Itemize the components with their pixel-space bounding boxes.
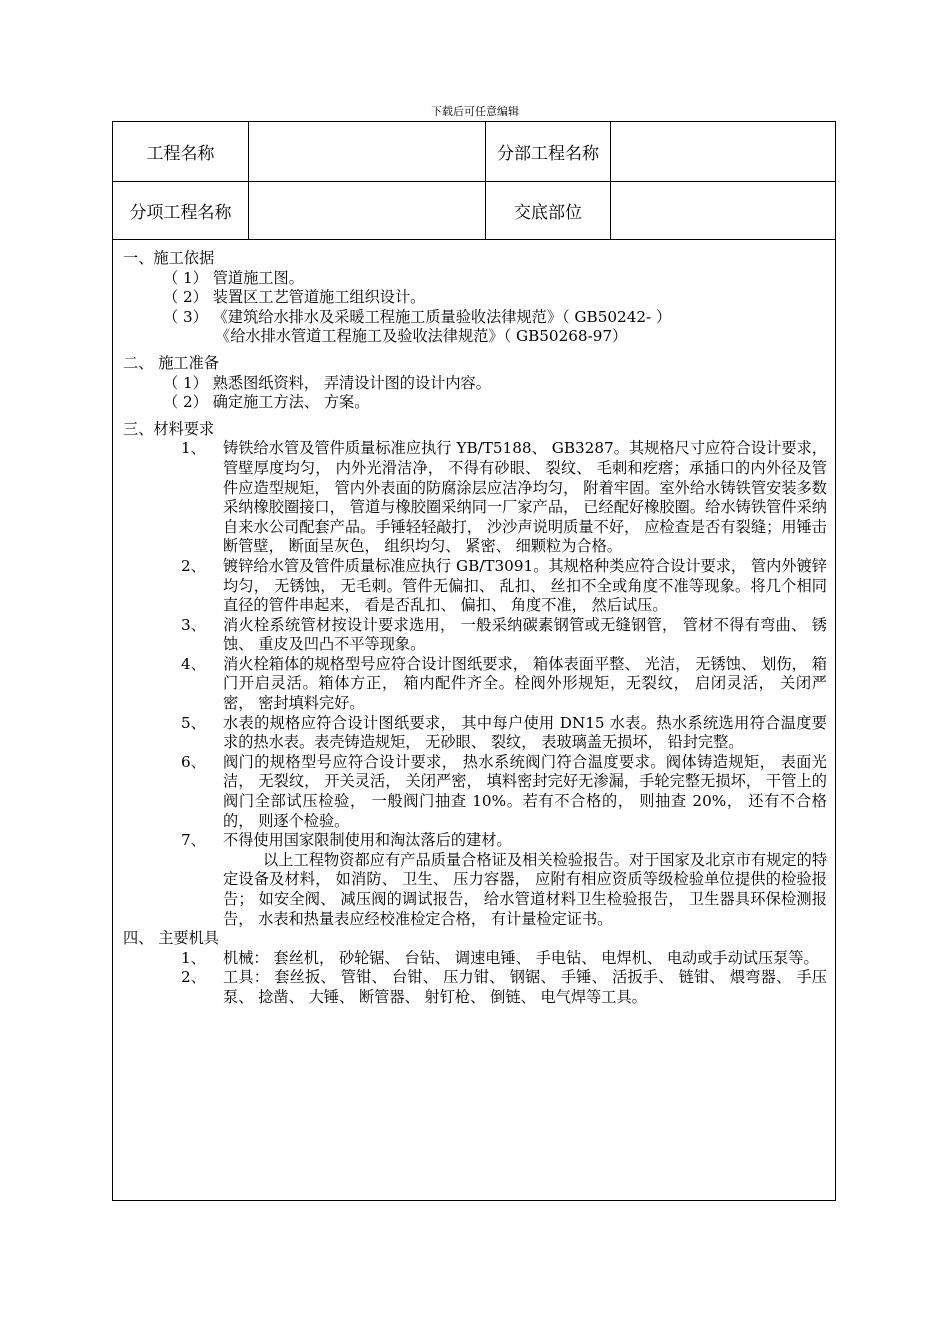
item-number: 5、 xyxy=(181,713,206,732)
item-number: 2、 xyxy=(181,968,206,987)
item-number: 2、 xyxy=(181,556,206,575)
section-basis xyxy=(123,249,827,347)
item-text: 水表的规格应符合设计图纸要求， 其中每户使用 DN15 水表。热水系统选用符合温度要求的热水表。表壳铸造规矩， 无砂眼、 裂纹， 表玻璃盖无损坏， 铅封完整。 xyxy=(223,713,827,752)
materials-summary: 以上工程物资都应有产品质量合格证及相关检验报告。对于国家及北京市有规定的特定设备及材料， 如消防、 卫生、 压力容器， 应附有相应资质等级检验单位提供的检验报告； 如安全阀、 减压阀的调试报告， 给水管道材料卫生检验报告， 卫生器具环保检测报告， 水表和热量表应经校准检定合格， 有计量检定证书。 xyxy=(223,850,827,928)
list-item xyxy=(181,949,827,969)
project-name-value[interactable] xyxy=(249,122,486,181)
list-item: （ 1） 管道施工图。 xyxy=(163,268,304,287)
item-number: 7、 xyxy=(181,831,206,850)
item-text: 铸铁给水管及管件质量标准应执行 YB/T5188、 GB3287。其规格尺寸应符合设计要求，管壁厚度均匀， 内外光滑洁净， 不得有砂眼、 裂纹、 毛刺和疙瘩；承插口的内外径及管件应造型规矩， 管内外表面的防腐涂层应洁净均匀， 附着牢固。室外给水铸铁管安装多数采纳橡胶圈接口， 管道与橡胶圈采纳同一厂家产品， 已经配好橡胶圈。给水铸铁管件采纳自来水公司配套产品。手锤轻轻敲打， 沙沙声说明质量不好， 应检查是否有裂缝；用锤击断管壁， 断面呈灰色， 组织均匀、 紧密、 细颗粒为合格。 xyxy=(223,439,827,556)
list-item: （ 1） 熟悉图纸资料， 弄清设计图的设计内容。 xyxy=(163,373,491,392)
list-item: （ 2） 装置区工艺管道施工组织设计。 xyxy=(163,288,426,307)
section-tools xyxy=(123,929,827,1007)
item-text: 镀锌给水管及管件质量标准应执行 GB/T3091。其规格种类应符合设计要求， 管内外镀锌均匀， 无锈蚀， 无毛刺。管件无偏扣、 乱扣、 丝扣不全或角度不准等现象。将几个相同直径的管件串起来， 看是否乱扣、 偏扣、 角度不准， 然后试压。 xyxy=(223,556,827,615)
list-item xyxy=(181,616,827,655)
item-text: 机械： 套丝机， 砂轮锯、 台钻、 调速电锤、 手电钻、 电焊机、 电动或手动试压泵等。 xyxy=(223,948,819,967)
location-label: 交底部位 xyxy=(486,182,611,239)
section-title: 二、 施工准备 xyxy=(123,353,219,372)
item-number: 1、 xyxy=(181,439,206,458)
item-number: 4、 xyxy=(181,654,206,673)
list-item xyxy=(181,439,827,557)
division-label: 分部工程名称 xyxy=(486,122,611,181)
item-text: 阀门的规格型号应符合设计要求， 热水系统阀门符合温度要求。阀体铸造规矩， 表面光洁， 无裂纹， 开关灵活， 关闭严密， 填料密封完好无渗漏，手轮完整无损坏， 干管上的阀门全部试压检验， 一般阀门抽查 10%。若有不合格的， 则抽查 20%， 还有不合格的， 则逐个检验。 xyxy=(223,752,827,830)
subitem-label: 分项工程名称 xyxy=(113,182,249,239)
table-row xyxy=(113,122,835,182)
item-text: 工具： 套丝扳、 管钳、 台钳、 压力钳、 钢锯、 手锤、 活扳手、 链钳、 煨弯器、 手压泵、 捻凿、 大锤、 断管器、 射钉枪、 倒链、 电气焊等工具。 xyxy=(223,968,827,1006)
item-text: 不得使用国家限制使用和淘汰落后的建材。 xyxy=(223,831,512,850)
division-value[interactable] xyxy=(611,122,835,181)
item-number: 3、 xyxy=(181,615,206,634)
list-item xyxy=(181,714,827,753)
section-title: 四、 主要机具 xyxy=(123,929,219,948)
disclosure-sheet xyxy=(112,121,836,1201)
list-item xyxy=(181,557,827,616)
section-title: 一、施工依据 xyxy=(123,249,215,267)
section-materials xyxy=(123,420,827,929)
list-item: （ 2） 确定施工方法、 方案。 xyxy=(163,393,370,412)
item-text: 消火栓箱体的规格型号应符合设计图纸要求， 箱体表面平整、 光洁， 无锈蚀、 划伤， 箱门开启灵活。箱体方正， 箱内配件齐全。栓阀外形规矩，无裂纹， 启闭灵活， 关闭严密， 密封填料完好。 xyxy=(223,654,827,713)
list-item xyxy=(181,968,827,1007)
list-item xyxy=(181,753,827,831)
subitem-value[interactable] xyxy=(249,182,486,239)
list-item xyxy=(181,655,827,714)
header-note: 下载后可任意编辑 xyxy=(431,105,519,118)
section-title: 三、材料要求 xyxy=(123,419,215,438)
table-row xyxy=(113,182,835,240)
list-item: 《给水排水管道工程施工及验收法律规范》（ GB50268-97） xyxy=(215,327,628,346)
item-text: 消火栓系统管材按设计要求选用， 一般采纳碳素钢管或无缝钢管， 管材不得有弯曲、 锈蚀、 重皮及凹凸不平等现象。 xyxy=(223,615,827,654)
item-number: 1、 xyxy=(181,948,206,967)
item-number: 6、 xyxy=(181,752,206,771)
location-value[interactable] xyxy=(611,182,835,239)
list-item xyxy=(181,831,827,851)
section-preparation xyxy=(123,354,827,413)
list-item: （ 3） 《建筑给水排水及采暖工程施工质量验收法律规范》（ GB50242- ） xyxy=(163,307,672,326)
project-name-label: 工程名称 xyxy=(113,122,249,181)
content-body xyxy=(113,240,835,1008)
